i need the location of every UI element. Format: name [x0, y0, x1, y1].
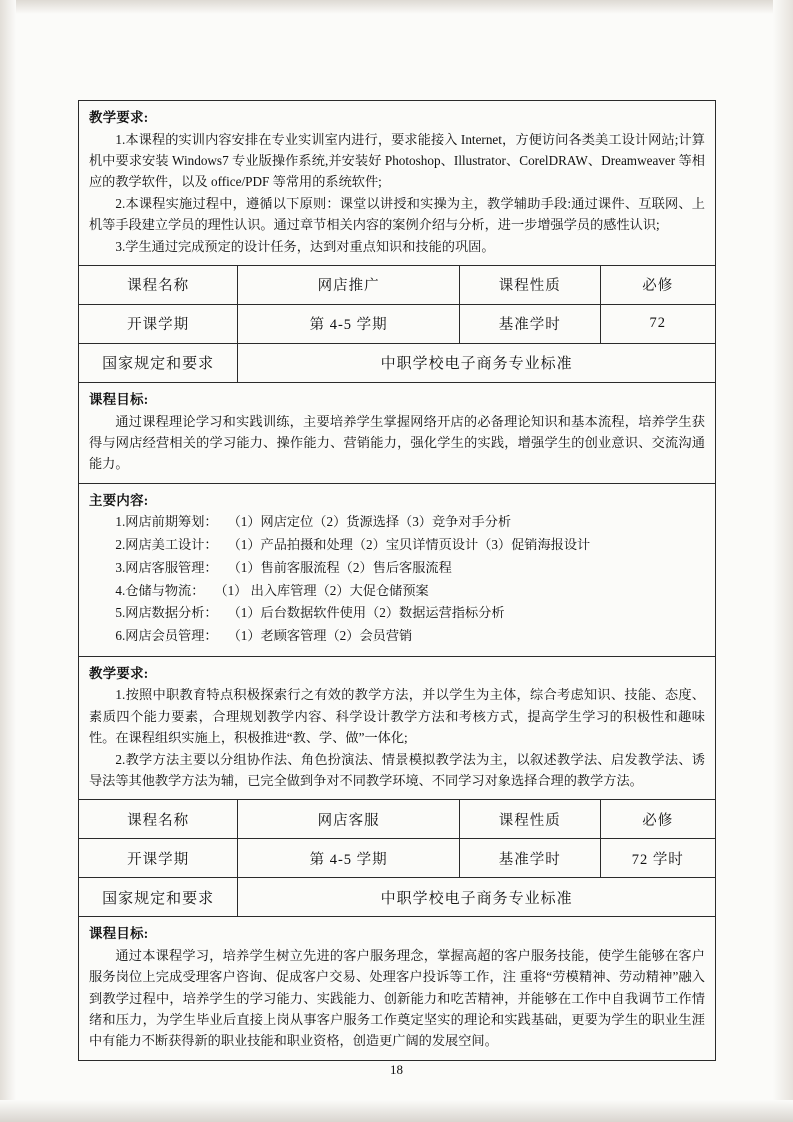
- course-objectives-text-1: 通过课程理论学习和实践训练，主要培养学生掌握网络开店的必备理论知识和基本流程，培养学生获得与网店经营相关的学习能力、操作能力、营销能力，强化学生的实践，增强学生的创业意识、交流沟通能力。: [89, 413, 705, 472]
- course-nature-value-1: 必修: [600, 265, 716, 304]
- table-row: [79, 839, 716, 878]
- main-content-item-key: 5.网店数据分析：: [115, 605, 218, 621]
- teaching-requirements-heading-1: 教学要求:: [89, 110, 149, 125]
- teaching-requirements-block-2: [78, 656, 716, 800]
- scan-edge-bottom: [0, 1100, 793, 1122]
- course-name-value-1: 网店推广: [238, 265, 460, 304]
- teaching-requirements-paragraph-3: 3.学生通过完成预定的设计任务，达到对重点知识和技能的巩固。: [115, 238, 495, 254]
- semester-value-2: 第 4-5 学期: [238, 839, 460, 878]
- course-info-table-1-wrapper: [78, 265, 716, 383]
- national-standard-value-1: 中职学校电子商务专业标准: [238, 343, 716, 382]
- table-row: [79, 265, 716, 304]
- list-item: [89, 511, 705, 534]
- teaching-requirements-paragraph-1: 1.本课程的实训内容安排在专业实训室内进行，要求能接入 Internet，方便访问各类美工设计网站;计算机中要求安装 Windows7 专业版操作系统,并安装好 Photoshop、Illustrator、CorelDRAW、Dreamweaver 等相应的教学软件，以及 office/PDF 等常用的系统软件;: [89, 131, 705, 190]
- main-content-item-key: 6.网店会员管理：: [115, 628, 218, 643]
- base-hours-value-1: 72: [600, 304, 716, 343]
- national-standard-value-2: 中职学校电子商务专业标准: [238, 878, 716, 917]
- course-objectives-heading-2: 课程目标:: [89, 926, 149, 942]
- scan-edge-right: [773, 0, 793, 1122]
- list-item: [89, 534, 705, 557]
- course-info-table-2-wrapper: [78, 799, 716, 917]
- teaching-requirements-2-paragraph-1: 1.按照中职教育特点积极探索行之有效的教学方法，并以学生为主体，综合考虑知识、技能、态度、素质四个能力要素，合理规划教学内容、科学设计教学方法和考核方式，提高学生学习的积极性和趣味性。在课程组织实施上，积极推进“教、学、做”一体化;: [89, 687, 705, 746]
- main-content-item-value: （1）后台数据软件使用（2）数据运营指标分析: [227, 605, 505, 621]
- main-content-item-key: 1.网店前期筹划：: [115, 514, 218, 530]
- list-item: [89, 557, 705, 580]
- main-content-item-value: （1） 出入库管理（2）大促仓储预案: [214, 582, 429, 598]
- main-content-heading: 主要内容:: [89, 492, 149, 508]
- page-number: 18: [390, 1062, 403, 1077]
- course-name-label-1: 课程名称: [79, 265, 238, 304]
- course-info-table-1: [78, 265, 716, 383]
- document-body: [78, 100, 716, 1061]
- teaching-requirements-2-paragraph-2: 2.教学方法主要以分组协作法、角色扮演法、情景模拟教学法为主，以叙述教学法、启发教学法、诱导法等其他教学方法为辅，已完全做到争对不同教学环境、不同学习对象选择合理的教学方法。: [89, 751, 705, 788]
- main-content-item-key: 3.网店客服管理：: [115, 559, 218, 575]
- main-content-item-value: （1）产品拍摄和处理（2）宝贝详情页设计（3）促销海报设计: [227, 537, 591, 553]
- list-item: [89, 625, 705, 648]
- table-row: [79, 304, 716, 343]
- course-name-label-2: 课程名称: [79, 800, 238, 839]
- course-name-value-2: 网店客服: [238, 800, 460, 839]
- main-content-item-key: 2.网店美工设计：: [115, 537, 218, 553]
- table-row: [79, 878, 716, 917]
- base-hours-value-2: 72 学时: [600, 839, 716, 878]
- course-nature-label-1: 课程性质: [460, 265, 600, 304]
- main-content-item-value: （1）售前客服流程（2）售后客服流程: [227, 559, 452, 575]
- course-nature-value-2: 必修: [600, 800, 716, 839]
- scan-edge-left: [0, 0, 16, 1122]
- table-row: [79, 343, 716, 382]
- main-content-item-value: （1）老顾客管理（2）会员营销: [227, 628, 413, 643]
- semester-label-2: 开课学期: [79, 839, 238, 878]
- course-objectives-heading-1: 课程目标:: [89, 391, 149, 407]
- teaching-requirements-paragraph-2: 2.本课程实施过程中，遵循以下原则：课堂以讲授和实操为主，教学辅助手段:通过课件、互联网、上机等手段建立学员的理性认识。通过章节相关内容的案例介绍与分析，进一步增强学员的感性认识;: [89, 195, 705, 233]
- course-nature-label-2: 课程性质: [460, 800, 600, 839]
- base-hours-label-2: 基准学时: [460, 839, 600, 878]
- course-info-table-2: [78, 799, 716, 917]
- semester-value-1: 第 4-5 学期: [238, 304, 460, 343]
- list-item: [89, 602, 705, 625]
- semester-label-1: 开课学期: [79, 304, 238, 343]
- list-item: [89, 580, 705, 603]
- main-content-item-key: 4.仓储与物流：: [115, 582, 205, 598]
- table-row: [79, 800, 716, 839]
- base-hours-label-1: 基准学时: [460, 304, 600, 343]
- teaching-requirements-heading-2: 教学要求:: [89, 665, 149, 681]
- course-objectives-text-2: 通过本课程学习，培养学生树立先进的客户服务理念，掌握高超的客户服务技能，使学生能够在客户服务岗位上完成受理客户咨询、促成客户交易、处理客户投诉等工作，注 重将“劳模精神、劳动精神”融入到教学过程中，培养学生的学习能力、实践能力、创新能力和吃苦精神，并能够在工作中自我调节工作情绪和压力，为学生毕业后直接上岗从事客户服务工作奠定坚实的理论和实践基础，更要为学生的职业生涯中有能力不断获得新的职业技能和职业资格，创造更广阔的发展空间。: [89, 947, 705, 1049]
- main-content-item-value: （1）网店定位（2）货源选择（3）竞争对手分析: [227, 514, 512, 530]
- course-objectives-block-1: [78, 383, 716, 483]
- scan-edge-top: [0, 0, 793, 14]
- teaching-requirements-block-1: [78, 100, 716, 265]
- national-standard-label-1: 国家规定和要求: [79, 343, 238, 382]
- main-content-block: [78, 483, 716, 656]
- course-objectives-block-2: [78, 917, 716, 1061]
- national-standard-label-2: 国家规定和要求: [79, 878, 238, 917]
